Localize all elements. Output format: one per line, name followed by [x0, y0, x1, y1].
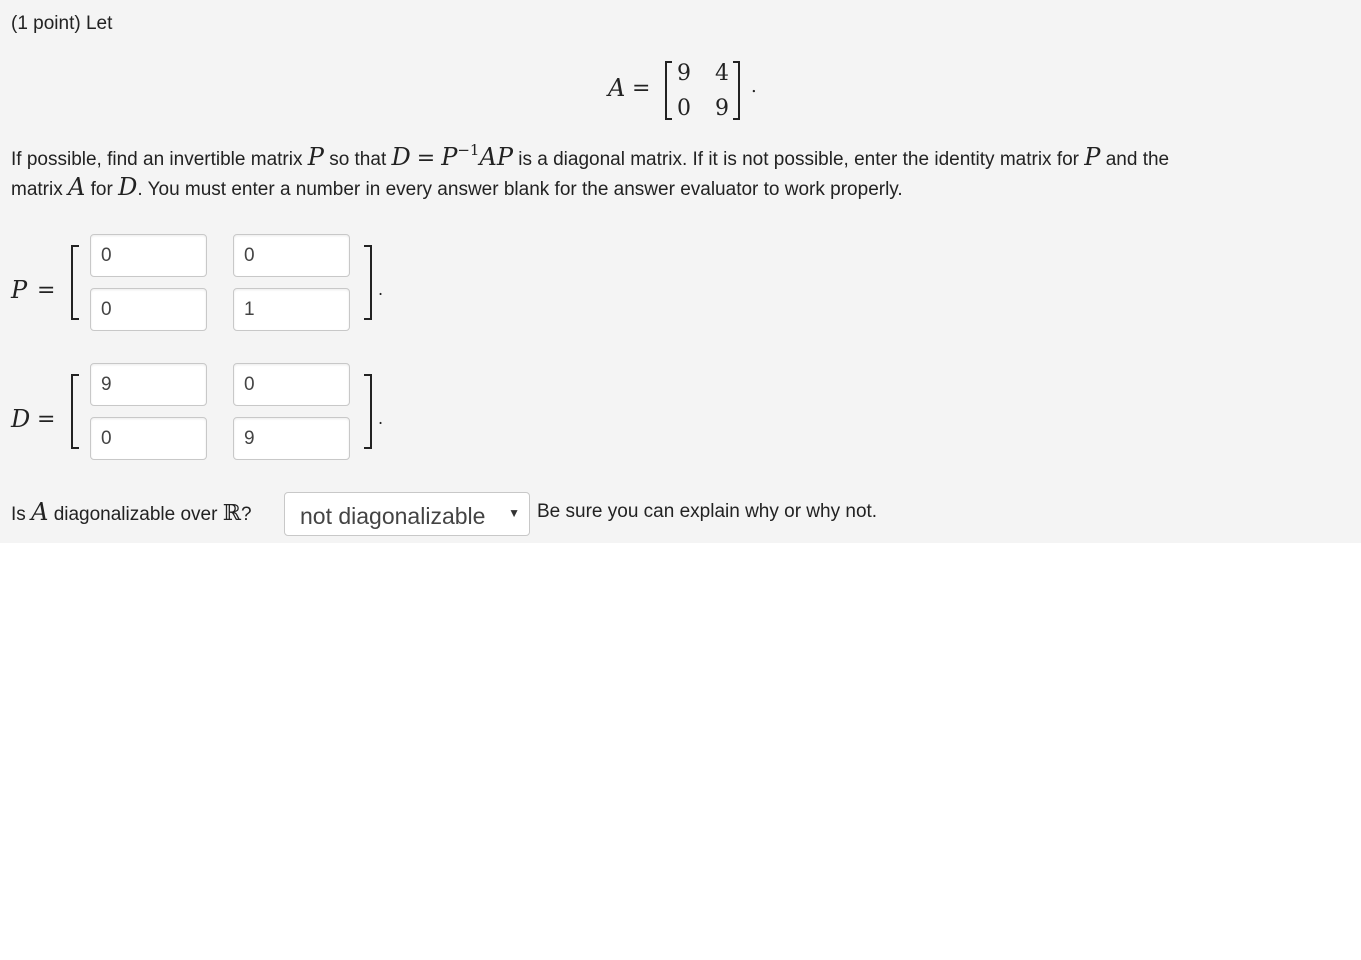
question-mark: ? — [241, 504, 252, 525]
matrix-a-cell: 9 — [677, 61, 691, 86]
diagonalizable-note: Be sure you can explain why or why not. — [537, 501, 878, 522]
problem-header: (1 point) Let — [11, 13, 113, 34]
instructions-line-2 — [11, 173, 903, 201]
matrix-a-label: A — [608, 74, 626, 102]
diagonalizable-select[interactable] — [284, 492, 530, 536]
instructions-text: and the — [1105, 149, 1170, 170]
math-var-d: D — [118, 173, 138, 201]
diagonalizable-question — [11, 498, 252, 526]
instructions-text: so that — [329, 149, 387, 170]
instructions-line-1 — [11, 141, 1170, 171]
select-value: not diagonalizable — [300, 503, 486, 529]
math-var-p: P — [1084, 143, 1101, 171]
math-var-p: P — [441, 143, 458, 171]
question-text: Is — [11, 504, 26, 525]
matrix-d-cell-input[interactable] — [90, 363, 207, 406]
matrix-a-period: . — [751, 76, 757, 97]
matrix-d-label: D — [11, 405, 31, 433]
math-var-p: P — [307, 143, 324, 171]
matrix-d-cell-input[interactable] — [90, 417, 207, 460]
math-real-numbers: ℝ — [222, 501, 241, 526]
matrix-d-period: . — [378, 409, 384, 428]
matrix-p-cell-input[interactable] — [90, 234, 207, 277]
matrix-a-equals: = — [632, 76, 651, 101]
math-var-a: A — [31, 498, 49, 526]
matrix-a-cell: 4 — [715, 61, 729, 86]
matrix-a-cell: 0 — [677, 96, 691, 121]
matrix-p-left-bracket — [71, 245, 79, 320]
matrix-a-right-bracket — [733, 61, 740, 120]
instructions-text: for — [90, 179, 113, 200]
question-text: diagonalizable over — [53, 504, 218, 525]
instructions-text: matrix — [11, 179, 63, 200]
math-equals: = — [416, 146, 436, 171]
matrix-p-label: P — [11, 276, 28, 304]
matrix-p-right-bracket — [364, 245, 372, 320]
instructions-text: is a diagonal matrix. If it is not possible, enter the identity matrix for — [518, 149, 1080, 170]
matrix-p-cell-input[interactable] — [233, 234, 350, 277]
matrix-d-equals: = — [37, 407, 56, 432]
chevron-down-icon: ▼ — [508, 506, 520, 520]
matrix-p-cell-input[interactable] — [90, 288, 207, 331]
instructions-text: . You must enter a number in every answer blank for the answer evaluator to work properly. — [137, 179, 903, 200]
matrix-d-cell-input[interactable] — [233, 417, 350, 460]
matrix-d-right-bracket — [364, 374, 372, 449]
math-superscript: −1 — [457, 141, 480, 159]
matrix-d-cell-input[interactable] — [233, 363, 350, 406]
math-var-a: A — [68, 173, 86, 201]
matrix-p-period: . — [378, 280, 384, 299]
matrix-p-equals: = — [37, 278, 56, 303]
instructions-text: If possible, find an invertible matrix — [11, 149, 303, 170]
matrix-a-left-bracket — [665, 61, 672, 120]
matrix-p-cell-input[interactable] — [233, 288, 350, 331]
math-var-d: D — [391, 143, 411, 171]
math-var-ap: AP — [479, 143, 513, 171]
matrix-a-cell: 9 — [715, 96, 729, 121]
matrix-d-left-bracket — [71, 374, 79, 449]
